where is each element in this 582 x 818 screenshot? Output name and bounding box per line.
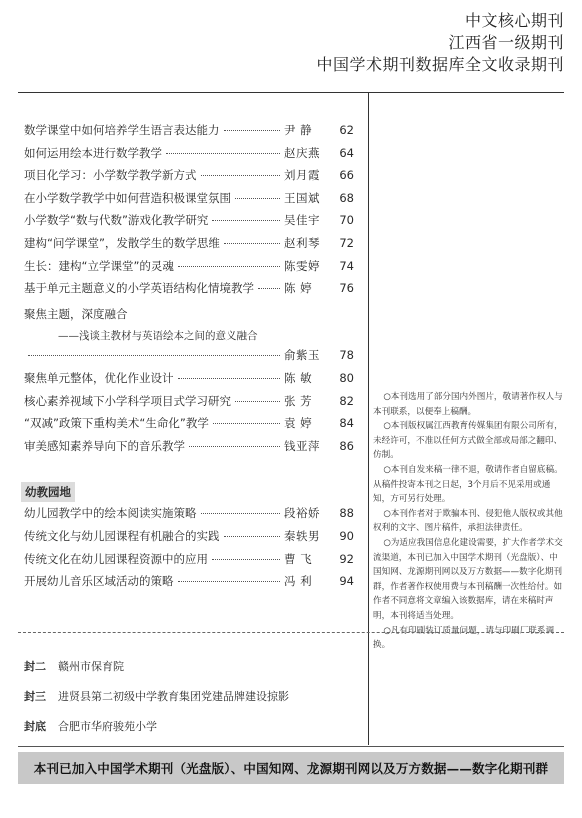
- notice-paragraph: ○本刊作者对于欺骗本刊、侵犯他人版权或其他权利的文字、图片稿件，承担法律责任。: [373, 508, 563, 534]
- dashed-divider: [18, 632, 564, 633]
- toc-entry[interactable]: 项目化学习：小学数学教学新方式 刘月霞 66: [24, 168, 354, 183]
- cover-credit-row: [24, 716, 364, 746]
- cover-credits: [24, 656, 364, 746]
- toc-entry[interactable]: 传统文化在幼儿园课程资源中的应用 曹 飞 92: [24, 551, 354, 566]
- toc-entry[interactable]: 建构“问学课堂”，发散学生的数学思维 赵利琴 72: [24, 235, 354, 250]
- toc-entry[interactable]: 核心素养视域下小学科学项目式学习研究 张 芳 82: [24, 393, 354, 408]
- cover-text: 赣州市保育院: [58, 660, 124, 673]
- header-line-core: 中文核心期刊: [464, 11, 564, 30]
- toc-focus-subtitle: ——浅谈主教材与英语绘本之间的意义融合: [58, 330, 258, 343]
- database-banner: [18, 752, 564, 784]
- cover-label: 封底: [24, 720, 46, 733]
- toc-entry[interactable]: 基于单元主题意义的小学英语结构化情境教学 陈 婷 76: [24, 281, 354, 296]
- banner-text: 本刊已加入中国学术期刊（光盘版）、中国知网、龙源期刊网以及万方数据——数字化期刊群: [33, 761, 549, 776]
- toc-entry[interactable]: 开展幼儿音乐区域活动的策略 冯 利 94: [24, 574, 354, 589]
- toc-entry[interactable]: 数学课堂中如何培养学生语言表达能力 尹 静 62: [24, 123, 354, 137]
- cover-text: 合肥市华府骏苑小学: [58, 720, 157, 733]
- notice-paragraph: ○本刊自发来稿一律不退，敬请作者自留底稿。从稿件投寄本刊之日起，3个月后不见采用或通知，方可另行处理。: [373, 464, 563, 505]
- cover-credit-row: [24, 686, 364, 716]
- toc-focus-title[interactable]: 聚焦主题，深度融合: [24, 306, 128, 321]
- journal-header: [316, 10, 564, 76]
- toc-entry[interactable]: 如何运用绘本进行数学教学 赵庆燕 64: [24, 145, 354, 160]
- toc-entry[interactable]: 聚焦单元整体，优化作业设计 陈 敏 80: [24, 370, 354, 385]
- notice-paragraph: ○本刊选用了部分国内外图片，敬请著作权人与本刊联系，以便奉上稿酬。: [373, 392, 563, 417]
- notice-paragraph: ○为适应我国信息化建设需要，扩大作者学术交流渠道，本刊已加入中国学术期刊（光盘版）、中国知网、龙源期刊网以及万方数据——数字化期刊群，作者著作权使用费与本刊稿酬一次性给付。如作者不同意将文章编入该数据库，请在来稿时声明，本刊将适当处理。: [373, 537, 563, 621]
- bottom-rule: [18, 746, 564, 747]
- toc-entry[interactable]: 俞紫玉 78: [24, 347, 354, 370]
- toc-entry[interactable]: 传统文化与幼儿园课程有机融合的实践 秦轶男 90: [24, 528, 354, 543]
- toc-entry[interactable]: 在小学数学教学中如何营造积极课堂氛围 王国斌 68: [24, 190, 354, 205]
- header-line-database: 中国学术期刊数据库全文收录期刊: [316, 55, 564, 74]
- toc-entry[interactable]: 小学数学“数与代数”游戏化教学研究 吴佳宇 70: [24, 213, 354, 228]
- table-of-contents: [24, 122, 354, 596]
- top-rule: [18, 92, 564, 93]
- toc-entry[interactable]: 审美感知素养导向下的音乐教学 钱亚萍 86: [24, 438, 354, 453]
- notice-paragraph: ○本刊版权属江西教育传媒集团有限公司所有，未经许可，不准以任何方式做全部或局部之翻印、仿制。: [373, 421, 563, 461]
- cover-label: 封二: [24, 660, 46, 673]
- toc-entry[interactable]: 幼儿园教学中的绘本阅读实施策略 段裕娇 88: [24, 506, 354, 521]
- section-heading-kindergarten: 幼教园地: [21, 482, 75, 502]
- cover-label: 封三: [24, 690, 46, 703]
- toc-entry[interactable]: 生长：建构“立学课堂”的灵魂 陈雯婷 74: [24, 258, 354, 273]
- column-divider: [368, 92, 369, 745]
- copyright-notice: [373, 390, 563, 653]
- notice-paragraph: ○凡有印刷装订质量问题，请与印刷厂联系调换。: [373, 625, 555, 651]
- toc-entry[interactable]: “双减”政策下重构美术“生命化”教学 袁 婷 84: [24, 416, 354, 431]
- cover-text: 进贤县第二初级中学教育集团党建品牌建设掠影: [58, 690, 289, 703]
- header-line-provincial: 江西省一级期刊: [448, 33, 564, 52]
- cover-credit-row: [24, 656, 364, 686]
